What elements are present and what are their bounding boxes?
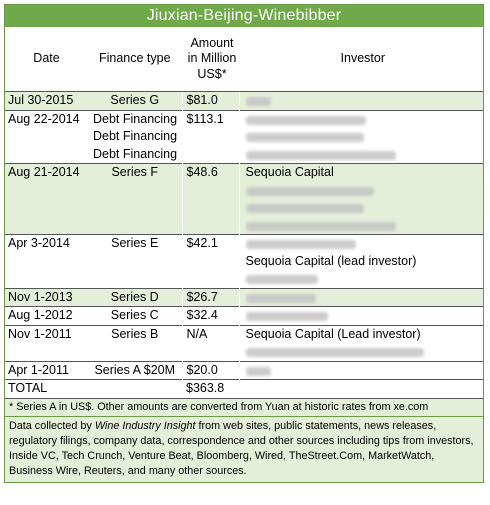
redacted-investor	[246, 146, 484, 164]
row-investors	[239, 92, 483, 111]
row-date: Apr 3-2014	[5, 235, 85, 289]
total-amount: $363.8	[182, 380, 239, 398]
finance-type-line: Debt Financing	[93, 129, 178, 143]
redaction-blur	[246, 348, 424, 357]
finance-type-line: Debt Financing	[93, 111, 178, 126]
finance-type-line: Series G	[110, 93, 160, 107]
total-row	[5, 380, 483, 398]
table-row	[5, 307, 483, 326]
row-investors	[239, 164, 483, 235]
redaction-blur	[246, 133, 364, 142]
row-amount: $42.1	[182, 235, 239, 289]
row-investors	[239, 235, 483, 289]
row-investors	[239, 325, 483, 361]
row-date: Aug 21-2014	[5, 164, 85, 235]
source-note	[5, 416, 483, 482]
redaction-blur	[246, 222, 396, 231]
row-date: Apr 1-2011	[5, 361, 85, 380]
header-investor: Investor	[239, 27, 483, 92]
row-finance-type	[85, 288, 182, 307]
redacted-investor	[246, 182, 484, 200]
row-investors	[239, 110, 483, 164]
finance-type-line: Series F	[111, 165, 159, 179]
row-finance-type	[85, 361, 182, 380]
table-row	[5, 361, 483, 380]
table-row	[5, 92, 483, 111]
row-amount: $20.0	[182, 361, 239, 380]
investor-name: Sequoia Capital	[245, 165, 334, 179]
redaction-blur	[246, 275, 318, 284]
row-finance-type	[85, 325, 182, 361]
row-date: Aug 22-2014	[5, 110, 85, 164]
redaction-blur	[246, 151, 396, 160]
redacted-investor	[246, 362, 484, 380]
row-date: Aug 1-2012	[5, 307, 85, 326]
redacted-investor	[246, 128, 484, 146]
redacted-investor	[246, 111, 484, 129]
row-finance-type	[85, 164, 182, 235]
table-row	[5, 325, 483, 361]
header-amount: Amount in Million US$*	[182, 27, 239, 92]
redaction-blur	[246, 312, 328, 321]
finance-type-line: Series E	[111, 236, 159, 250]
finance-type-line: Debt Financing	[93, 146, 178, 161]
row-amount: $32.4	[182, 307, 239, 326]
row-finance-type	[85, 307, 182, 326]
redaction-blur	[246, 116, 366, 125]
row-amount: $48.6	[182, 164, 239, 235]
row-investors	[239, 288, 483, 307]
row-investors	[239, 307, 483, 326]
table-row	[5, 235, 483, 289]
row-finance-type	[85, 235, 182, 289]
redaction-blur	[246, 367, 271, 376]
redaction-blur	[246, 187, 374, 196]
footnote: * Series A in US$. Other amounts are converted from Yuan at historic rates from xe.com	[5, 398, 483, 416]
row-amount: $81.0	[182, 92, 239, 111]
redacted-investor	[246, 199, 484, 217]
table-row	[5, 110, 483, 164]
investor-name: Sequoia Capital (Lead investor)	[245, 326, 421, 341]
redacted-investor	[246, 217, 484, 235]
finance-type-line: Series A $20M	[94, 362, 176, 377]
source-suffix: from web sites, public statements, news releases, regulatory filings, company data, correspondence and other sources including tips from investors, Inside VC, Tech Crunch, Venture Beat, Bloomberg, Wired, TheStreet.Com, MarketWatch, Business Wire, Reuters, and many other sources.	[9, 419, 474, 477]
redacted-investor	[246, 92, 484, 110]
table-title: Jiuxian-Beijing-Winebibber	[5, 5, 483, 27]
header-row	[5, 27, 483, 92]
row-amount: $26.7	[182, 288, 239, 307]
investor-name: Sequoia Capital (lead investor)	[245, 253, 417, 268]
table-row	[5, 164, 483, 235]
redaction-blur	[246, 240, 356, 249]
funding-table	[5, 27, 483, 398]
source-prefix: Data collected by	[9, 419, 95, 432]
redaction-blur	[246, 294, 316, 303]
redacted-investor	[246, 235, 484, 253]
table-row	[5, 288, 483, 307]
finance-type-line: Series C	[110, 308, 159, 322]
redaction-blur	[246, 97, 271, 106]
row-finance-type	[85, 110, 182, 164]
redaction-blur	[246, 204, 364, 213]
redacted-investor	[246, 270, 484, 288]
source-publication: Wine Industry Insight	[94, 419, 196, 432]
redacted-investor	[246, 307, 484, 325]
row-amount: N/A	[182, 325, 239, 361]
finance-type-line: Series D	[110, 289, 159, 304]
header-date: Date	[5, 27, 85, 92]
row-amount: $113.1	[182, 110, 239, 164]
total-label: TOTAL	[5, 380, 85, 398]
row-date: Jul 30-2015	[5, 92, 85, 111]
redacted-investor	[246, 289, 484, 307]
row-investors	[239, 361, 483, 380]
header-finance-type: Finance type	[85, 27, 182, 92]
redacted-investor	[246, 343, 484, 361]
row-date: Nov 1-2011	[5, 325, 85, 361]
finance-type-line: Series B	[111, 326, 159, 341]
funding-table-frame	[4, 4, 484, 483]
row-date: Nov 1-2013	[5, 288, 85, 307]
row-finance-type	[85, 92, 182, 111]
